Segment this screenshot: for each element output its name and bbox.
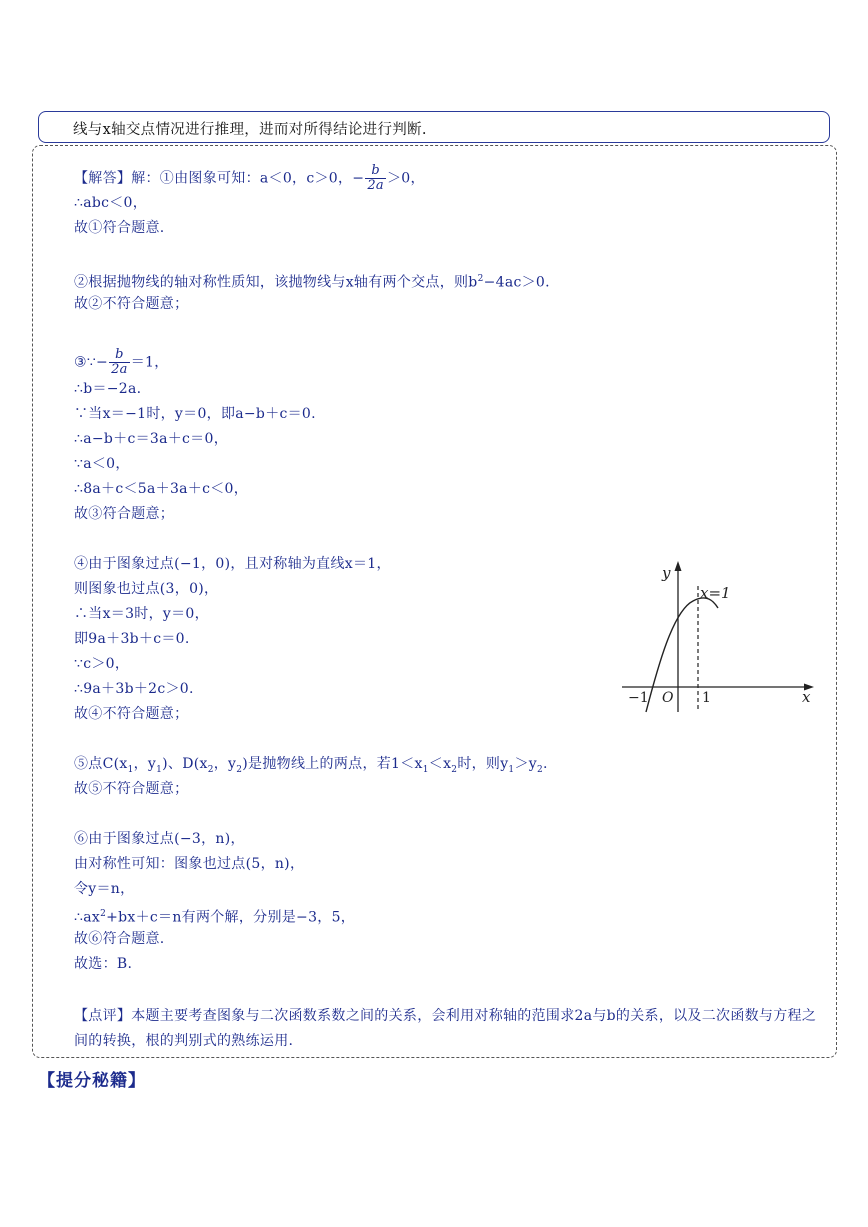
- one-label: 1: [702, 690, 711, 706]
- s4-line3: ∴当x＝3时，y＝0，: [74, 606, 209, 622]
- s6-line6: 故选：B.: [74, 956, 133, 972]
- s3-line6: ∴8a＋c＜5a＋3a＋c＜0，: [74, 481, 249, 497]
- s4-line1: ④由于图象过点(−1，0)，且对称轴为直线x＝1，: [74, 556, 391, 572]
- s6-line2: 由对称性可知：图象也过点(5，n)，: [74, 856, 305, 872]
- s5-line2: 故⑤不符合题意；: [74, 781, 189, 797]
- s4-line6: ∴9a＋3b＋2c＞0.: [74, 681, 194, 697]
- origin-label: O: [662, 690, 674, 706]
- s3-line7: 故③符合题意；: [74, 506, 175, 522]
- header-text: 线与x轴交点情况进行推理，进而对所得结论进行判断.: [73, 122, 427, 138]
- s2-line1: ②根据抛物线的轴对称性质知，该抛物线与x轴有两个交点，则$b^2-4ac>0$.: [74, 274, 550, 291]
- x-axis-label: x: [802, 688, 811, 706]
- s1-line2: ∴abc＜0，: [74, 195, 148, 211]
- comment-tag: 【点评】: [74, 1008, 132, 1024]
- s6-line1: ⑥由于图象过点(−3，n)，: [74, 831, 245, 847]
- parabola-graph: [618, 556, 823, 716]
- comment-text: 本题主要考查图象与二次函数系数之间的关系，会利用对称轴的范围求2a与b的关系，以及二次函数与方程之间的转换，根的判别式的熟练运用.: [74, 1008, 817, 1049]
- x-axis: [622, 684, 814, 691]
- s2-line2: 故②不符合题意；: [74, 296, 189, 312]
- solution-tag: 【解答】: [74, 170, 132, 187]
- neg-one-label: −1: [628, 690, 649, 706]
- footer-title: 【提分秘籍】: [38, 1071, 146, 1091]
- s4-line4: 即9a＋3b＋c＝0.: [74, 631, 190, 647]
- s3-line1: ③∵− $\frac{b}{2a}$ ＝1，: [74, 347, 169, 377]
- s6-line3: 令y＝n，: [74, 881, 135, 897]
- s1-line1: 【解答】解：①由图象可知：a＜0，c＞0，− $\frac{b}{2a}$ ＞0，: [74, 163, 425, 193]
- s3-line4: ∴a−b＋c＝3a＋c＝0，: [74, 431, 228, 447]
- s4-line7: 故④不符合题意；: [74, 706, 189, 722]
- header-box: [38, 111, 830, 143]
- s4-line5: ∵c＞0，: [74, 656, 130, 672]
- s6-line5: 故⑥符合题意.: [74, 931, 165, 947]
- s5-line1: ⑤点$C(x_1$，$y_1$)、$D(x_2$，$y_2$)是抛物线上的两点，若$1<x_1<x_2$时，则$y_1>y_2$.: [74, 756, 548, 775]
- symmetry-axis-label: x=1: [700, 584, 731, 602]
- s3-line3: ∵当x＝−1时，y＝0，即a−b＋c＝0.: [74, 406, 316, 422]
- s3-line5: ∵a＜0，: [74, 456, 130, 472]
- comment-paragraph: [74, 1004, 829, 1054]
- s4-line2: 则图象也过点(3，0)，: [74, 581, 219, 597]
- y-axis-label: y: [662, 564, 671, 582]
- y-axis: [675, 561, 682, 712]
- fraction: $\frac{b}{2a}$: [111, 347, 128, 377]
- fraction: $\frac{b}{2a}$: [367, 163, 384, 193]
- s6-line4: $\therefore ax^2+bx+c=n$有两个解，分别是−3，5，: [74, 909, 356, 926]
- s3-line2: ∴b＝−2a.: [74, 381, 142, 397]
- s1-line3: 故①符合题意.: [74, 220, 165, 236]
